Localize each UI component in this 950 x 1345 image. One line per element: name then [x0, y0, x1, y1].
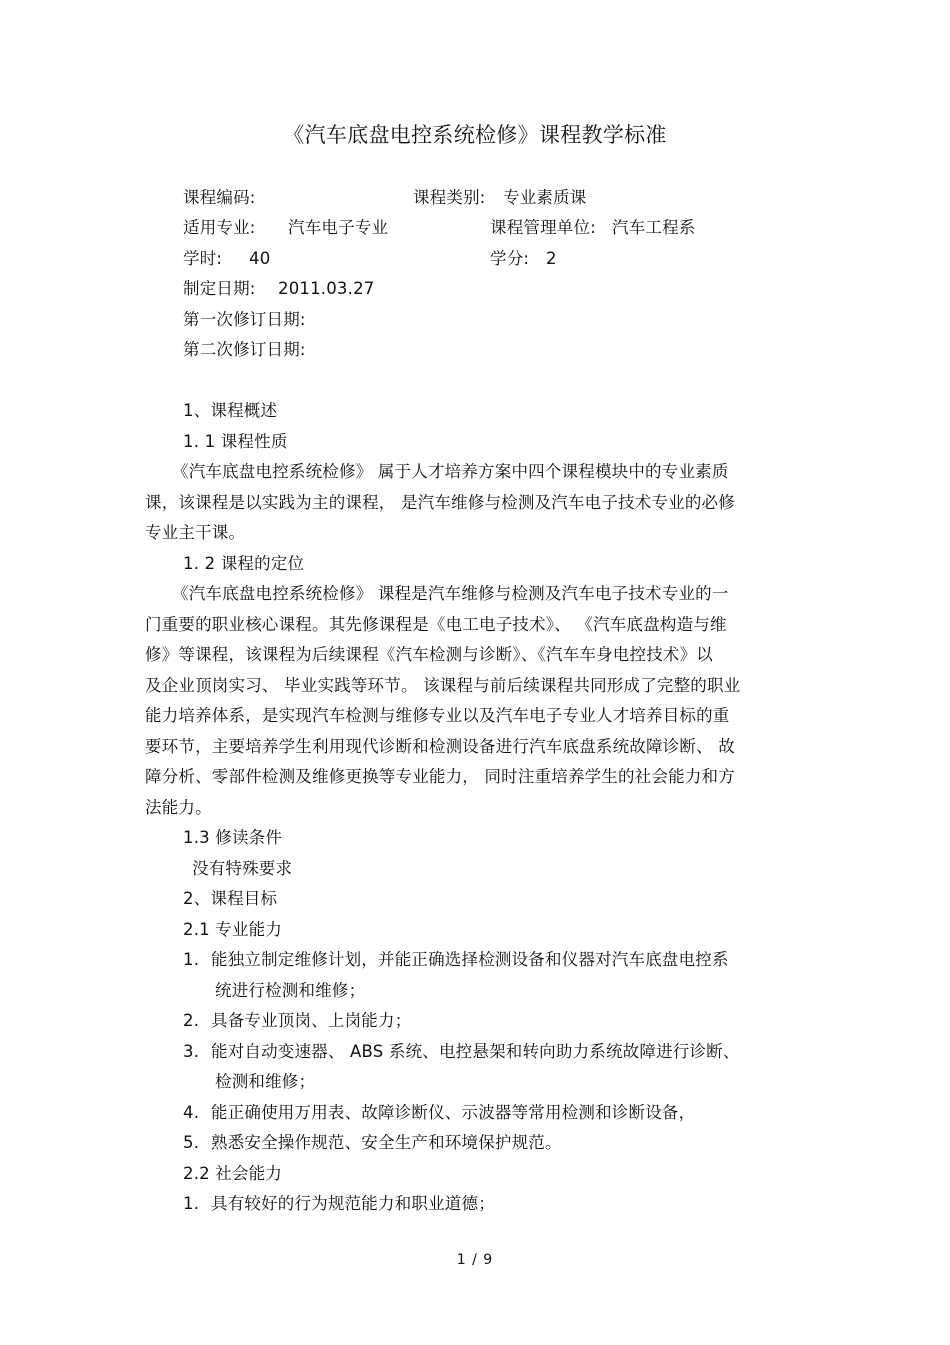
dept-value: 汽车工程系 — [612, 218, 696, 237]
revision1-label: 第一次修订日期: — [183, 310, 306, 329]
credit-value: 2 — [546, 249, 557, 268]
paragraph-line: 能力培养体系，是实现汽车检测与维修专业以及汽车电子专业人才培养目标的重 — [145, 706, 730, 725]
date-label: 制定日期: — [183, 279, 256, 298]
date-value: 2011.03.27 — [278, 279, 375, 298]
revision2-label: 第二次修订日期: — [183, 340, 306, 359]
section1-heading: 1、课程概述 — [183, 401, 278, 420]
list-item-number: 1. — [183, 950, 200, 969]
paragraph-line: 障分析、零部件检测及维修更换等专业能力， 同时注重培养学生的社会能力和方 — [145, 767, 735, 786]
major-label: 适用专业: — [183, 218, 256, 237]
section2-1-heading: 2.1 专业能力 — [183, 920, 283, 939]
paragraph-line: 课，该课程是以实践为主的课程， 是汽车维修与检测及汽车电子技术专业的必修 — [145, 493, 735, 512]
hours-value: 40 — [249, 249, 271, 268]
credit-label: 学分: — [490, 249, 530, 268]
list-item-text: 具有较好的行为规范能力和职业道德； — [211, 1194, 495, 1213]
dept-label: 课程管理单位: — [490, 218, 596, 237]
list-item-text: 检测和维修； — [215, 1072, 316, 1091]
list-item-number: 5. — [183, 1133, 200, 1152]
list-item-number: 2. — [183, 1011, 200, 1030]
paragraph-line: 专业主干课。 — [145, 523, 246, 542]
section1-1-heading: 1. 1 课程性质 — [183, 432, 288, 451]
hours-label: 学时: — [183, 249, 223, 268]
list-item-text: 熟悉安全操作规范、安全生产和环境保护规范。 — [211, 1133, 562, 1152]
page-number: 1 / 9 — [456, 1252, 494, 1268]
paragraph-line: 《汽车底盘电控系统检修》 属于人才培养方案中四个课程模块中的专业素质 — [172, 462, 729, 481]
major-value: 汽车电子专业 — [288, 218, 389, 237]
paragraph-line: 法能力。 — [145, 798, 212, 817]
section1-2-heading: 1. 2 课程的定位 — [183, 554, 305, 573]
paragraph-line: 修》等课程，该课程为后续课程《汽车检测与诊断》、《汽车车身电控技术》以 — [145, 645, 713, 664]
paragraph-line: 《汽车底盘电控系统检修》 课程是汽车维修与检测及汽车电子技术专业的一 — [172, 584, 729, 603]
course-type-value: 专业素质课 — [503, 188, 587, 207]
list-item-number: 1. — [183, 1194, 200, 1213]
paragraph-line: 及企业顶岗实习、 毕业实践等环节。 该课程与前后续课程共同形成了完整的职业 — [145, 676, 741, 695]
section1-3-heading: 1.3 修读条件 — [183, 828, 283, 847]
list-item-text: 具备专业顶岗、上岗能力； — [211, 1011, 412, 1030]
list-item-text: 能独立制定维修计划，并能正确选择检测设备和仪器对汽车底盘电控系 — [211, 950, 729, 969]
course-type-label: 课程类别: — [413, 188, 486, 207]
course-code-label: 课程编码: — [183, 188, 256, 207]
list-item-text: 能对自动变速器、 ABS 系统、电控悬架和转向助力系统故障进行诊断、 — [211, 1042, 740, 1061]
list-item-number: 4. — [183, 1103, 200, 1122]
prerequisite-text: 没有特殊要求 — [192, 859, 293, 878]
list-item-text: 统进行检测和维修； — [215, 981, 366, 1000]
section2-heading: 2、课程目标 — [183, 889, 278, 908]
section2-2-heading: 2.2 社会能力 — [183, 1164, 283, 1183]
paragraph-line: 要环节，主要培养学生利用现代诊断和检测设备进行汽车底盘系统故障诊断、 故 — [145, 737, 735, 756]
page-title: 《汽车底盘电控系统检修》课程教学标准 — [283, 123, 667, 147]
list-item-number: 3. — [183, 1042, 200, 1061]
paragraph-line: 门重要的职业核心课程。其先修课程是《电工电子技术》、 《汽车底盘构造与维 — [145, 615, 727, 634]
list-item-text: 能正确使用万用表、故障诊断仪、示波器等常用检测和诊断设备， — [211, 1103, 696, 1122]
